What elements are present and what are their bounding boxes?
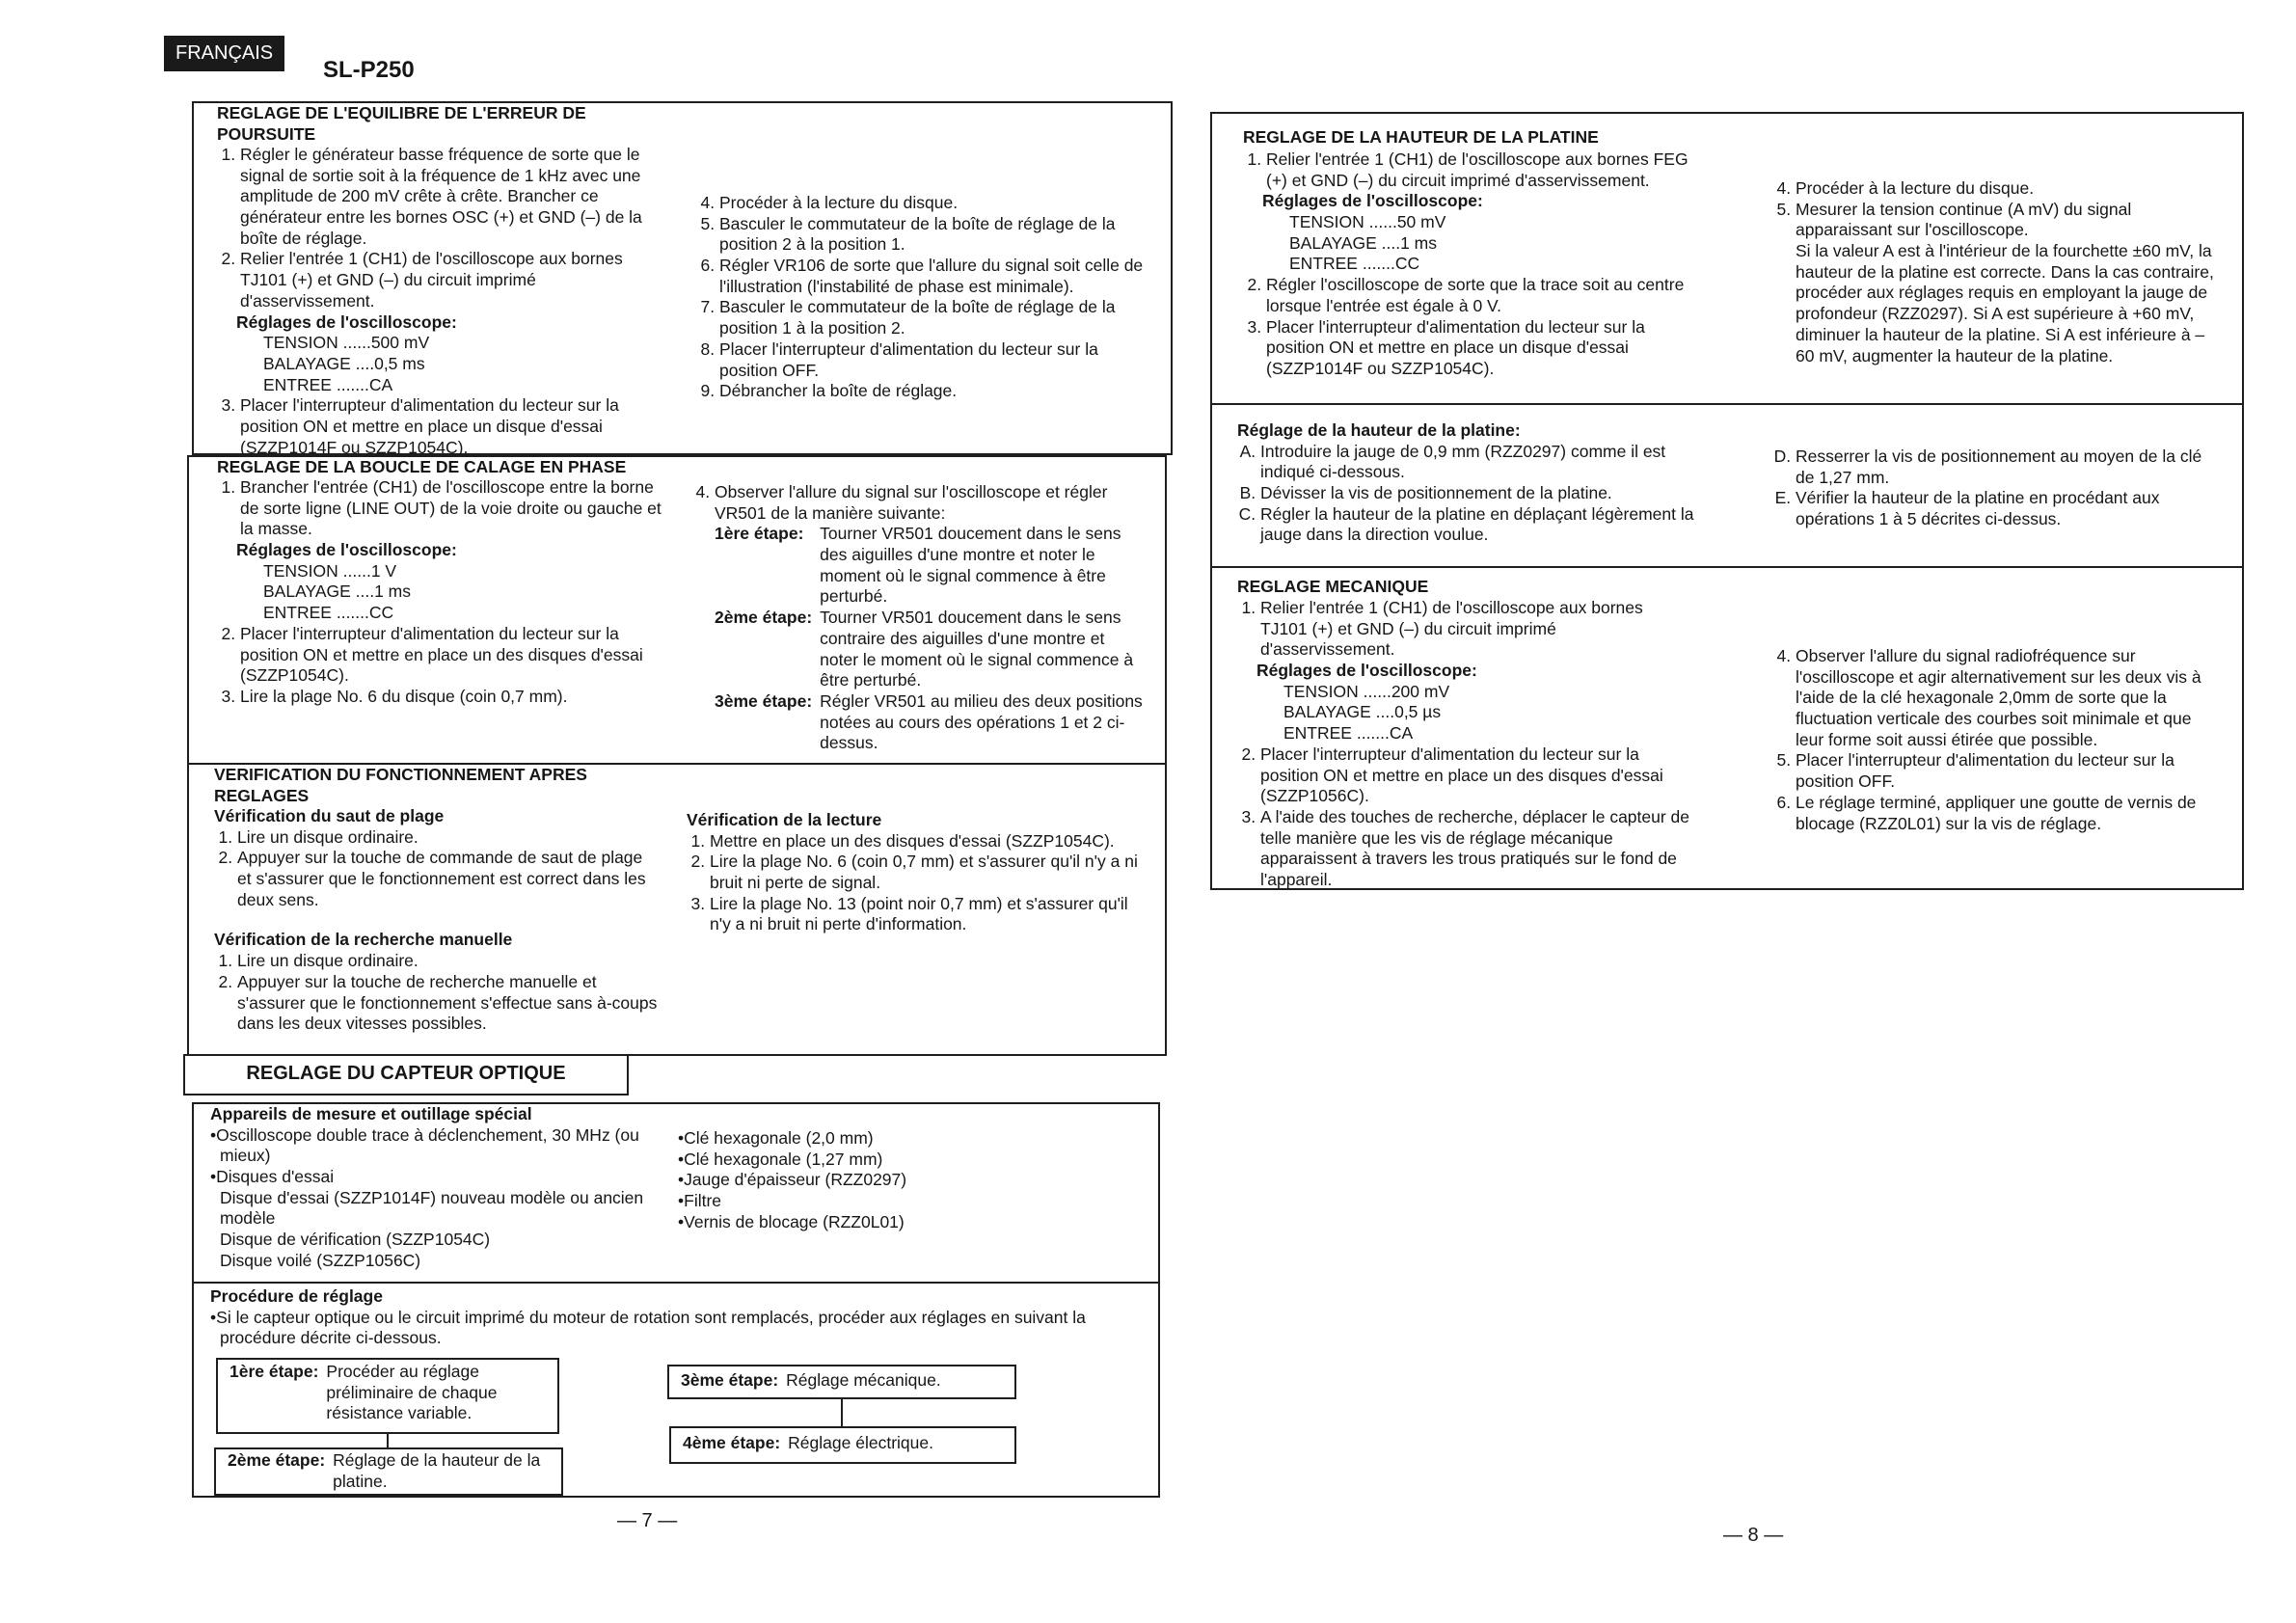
verif-right-column [687,810,1140,935]
equilibre-step-7: 7. Basculer le commutateur de la boîte de réglage de la position 1 à la position 2. [719,297,1149,338]
equilibre-osc-entree: ENTREE .......CA [263,374,393,394]
hauteur-step-2: 2. Régler l'oscilloscope de sorte que la trace soit au centre lorsque l'entrée est égale à 0 V. [1266,275,1691,316]
flow-step-4-label: 4ème étape: [683,1433,781,1452]
equilibre-step-4: 4. Procéder à la lecture du disque. [719,193,1149,214]
flow-step-2-text: Réglage de la hauteur de la platine. [333,1450,541,1491]
hauteur-step-1: 1. Relier l'entrée 1 (CH1) de l'oscilloscope aux bornes FEG (+) et GND (–) du circuit imprimé d'asservissement. [1266,149,1691,191]
capteur-app-disques: • Disques d'essai [210,1167,673,1188]
platine-left-column [1237,420,1695,546]
hauteur-osc-tension: TENSION ......50 mV [1289,212,1446,232]
boucle-osc-balayage: BALAYAGE ....1 ms [263,582,412,602]
boucle-step-3: 3. Lire la plage No. 6 du disque (coin 0,7 mm). [240,687,670,708]
capteur-procedure [210,1286,1136,1349]
page-number-right: — 8 — [1723,1525,1784,1546]
language-tag: FRANÇAIS [164,36,284,71]
meca-right-column [1772,646,2221,834]
capteur-app-cle-127mm: • Clé hexagonale (1,27 mm) [678,1150,1083,1171]
meca-step-4: 4. Observer l'allure du signal radiofréquence sur l'oscilloscope et agir alternativement sur les deux vis à l'aide de la clé hexagonale 2,0mm de sorte que la fluctuation verticale des courbes soit minimale et que leur forme soit aussi étirée que possible. [1796,646,2221,750]
boucle-right-column [691,482,1145,754]
hauteur-title: REGLAGE DE LA HAUTEUR DE LA PLATINE [1243,127,1599,147]
capteur-app-filtre: • Filtre [678,1191,1083,1212]
equilibre-step-3: 3. Placer l'interrupteur d'alimentation du lecteur sur la position ON et mettre en place un disque d'essai (SZZP1014F ou SZZP1054C). [240,395,670,458]
verif-recherche-step-1: 1. Lire un disque ordinaire. [237,951,658,972]
capteur-app-oscilloscope: • Oscilloscope double trace à déclenchement, 30 MHz (ou mieux) [210,1125,673,1167]
boucle-etape-3-label: 3ème étape: [715,690,813,711]
equilibre-osc-title: Réglages de l'oscilloscope: [236,311,457,332]
boucle-title: REGLAGE DE LA BOUCLE DE CALAGE EN PHASE [217,457,627,476]
model-number: SL-P250 [323,57,415,83]
boucle-etape-1-label: 1ère étape: [715,524,804,544]
meca-osc-balayage: BALAYAGE ....0,5 µs [1283,702,1442,722]
meca-step-2: 2. Placer l'interrupteur d'alimentation du lecteur sur la position ON et mettre en place un des disques d'essai (SZZP1056C). [1260,744,1690,807]
meca-osc-title: Réglages de l'oscilloscope: [1256,661,1477,681]
equilibre-title: REGLAGE DE L'EQUILIBRE DE L'ERREUR DE POURSUITE [217,103,586,144]
capteur-disque-voile: Disque voilé (SZZP1056C) [220,1250,421,1270]
flow-connector-3-4 [841,1399,843,1426]
flow-step-2 [228,1450,555,1492]
verif-left-column [214,806,658,1035]
flow-step-1 [230,1362,548,1424]
platine-step-c: C. Régler la hauteur de la platine en déplaçant légèrement la jauge dans la direction voulue. [1260,504,1695,546]
hauteur-right-column [1772,178,2221,366]
boucle-step-4: 4. Observer l'allure du signal sur l'oscilloscope et régler VR501 de la manière suivante: [715,482,1145,524]
meca-step-6: 6. Le réglage terminé, appliquer une goutte de vernis de blocage (RZZ0L01) sur la vis de réglage. [1796,793,2221,834]
page-number-left: — 7 — [617,1510,678,1531]
meca-step-3: 3. A l'aide des touches de recherche, déplacer le capteur de telle manière que les vis de réglage mécanique apparaissent à travers les trous pratiqués sur le fond de l'appareil. [1260,807,1690,891]
verif-lecture-title: Vérification de la lecture [687,810,882,829]
equilibre-step-2: 2. Relier l'entrée 1 (CH1) de l'oscilloscope aux bornes TJ101 (+) et GND (–) du circuit imprimé d'asservissement. [240,249,670,311]
equilibre-left-column [217,145,670,458]
boucle-osc-entree: ENTREE .......CC [263,603,394,623]
verif-saut-title: Vérification du saut de plage [214,806,445,825]
platine-title: Réglage de la hauteur de la platine: [1237,420,1521,440]
capteur-app-right [678,1128,1083,1232]
meca-left-column [1237,598,1690,891]
flow-step-4 [683,1433,1011,1454]
flow-step-3-text: Réglage mécanique. [786,1370,941,1390]
verif-recherche-step-2: 2. Appuyer sur la touche de recherche manuelle et s'assurer que le fonctionnement s'effectue sans à-coups dans les deux vitesses possibles. [237,972,658,1035]
verif-saut-step-1: 1. Lire un disque ordinaire. [237,827,658,849]
equilibre-osc-tension: TENSION ......500 mV [263,333,430,353]
verif-lecture-step-3: 3. Lire la plage No. 13 (point noir 0,7 mm) et s'assurer qu'il n'y a ni bruit ni perte d'information. [710,894,1140,935]
hauteur-step-3: 3. Placer l'interrupteur d'alimentation du lecteur sur la position ON et mettre en place un disque d'essai (SZZP1014F ou SZZP1054C). [1266,317,1691,380]
hauteur-left-column [1243,149,1691,380]
platine-step-d: D. Resserrer la vis de positionnement au moyen de la clé de 1,27 mm. [1796,446,2221,488]
flow-connector-1-2 [387,1434,389,1447]
capteur-title: REGLAGE DU CAPTEUR OPTIQUE [246,1063,566,1084]
flow-step-1-text: Procéder au réglage préliminaire de chaque résistance variable. [326,1362,498,1423]
boucle-left-column [217,477,670,708]
platine-divider [1210,566,2244,568]
platine-step-a: A. Introduire la jauge de 0,9 mm (RZZ0297) comme il est indiqué ci-dessous. [1260,442,1695,483]
capteur-procedure-text: • Si le capteur optique ou le circuit imprimé du moteur de rotation sont remplacés, procéder aux réglages en suivant la procédure décrite ci-dessous. [210,1308,1136,1349]
meca-step-1: 1. Relier l'entrée 1 (CH1) de l'oscilloscope aux bornes TJ101 (+) et GND (–) du circuit imprimé d'asservissement. [1260,598,1690,661]
hauteur-step-5: 5. Mesurer la tension continue (A mV) du signal apparaissant sur l'oscilloscope. [1796,200,2221,241]
capteur-procedure-title: Procédure de réglage [210,1286,383,1306]
meca-osc-entree: ENTREE .......CA [1283,723,1414,744]
equilibre-step-5: 5. Basculer le commutateur de la boîte de réglage de la position 2 à la position 1. [719,214,1149,256]
equilibre-step-6: 6. Régler VR106 de sorte que l'allure du signal soit celle de l'illustration (l'instabilité de phase est minimale). [719,256,1149,297]
platine-step-b: B. Dévisser la vis de positionnement de la platine. [1260,483,1695,504]
hauteur-step-4: 4. Procéder à la lecture du disque. [1796,178,2221,200]
flow-step-2-label: 2ème étape: [228,1450,326,1470]
boucle-etape-1: Tourner VR501 doucement dans le sens des aiguilles d'une montre et noter le moment où le signal commence à être perturbé. [820,524,1121,607]
boucle-etape-2: Tourner VR501 doucement dans le sens contraire des aiguilles d'une montre et noter le moment où le signal commence à être perturbé. [820,608,1134,690]
equilibre-step-9: 9. Débrancher la boîte de réglage. [719,381,1149,402]
verif-lecture-step-1: 1. Mettre en place un des disques d'essai (SZZP1054C). [710,831,1140,852]
boucle-etape-3: Régler VR501 au milieu des deux positions notées au cours des opérations 1 et 2 ci-dessus. [820,690,1143,753]
hauteur-osc-balayage: BALAYAGE ....1 ms [1289,232,1438,253]
capteur-app-title: Appareils de mesure et outillage spécial [210,1104,532,1123]
hauteur-step-5-detail: Si la valeur A est à l'intérieur de la fourchette ±60 mV, la hauteur de la platine est correcte. Dans la cas contraire, procéder aux réglages requis en employant la jauge de profondeur (RZZ0297). Si A est supérieure à +60 mV, diminuer la hauteur de la platine. Si A est inférieure à –60 mV, augmenter la hauteur de la platine. [1796,241,2214,365]
verif-lecture-step-2: 2. Lire la plage No. 6 (coin 0,7 mm) et s'assurer qu'il n'y a ni bruit ni perte de signal. [710,852,1140,893]
boucle-etape-2-label: 2ème étape: [715,608,813,628]
boucle-osc-title: Réglages de l'oscilloscope: [236,540,457,560]
meca-step-5: 5. Placer l'interrupteur d'alimentation du lecteur sur la position OFF. [1796,750,2221,792]
flow-step-3-label: 3ème étape: [681,1370,779,1390]
equilibre-step-1: 1. Régler le générateur basse fréquence de sorte que le signal de sortie soit à la fréquence de 1 kHz avec une amplitude de 200 mV crête à crête. Brancher ce générateur entre les bornes OSC (+) et GND (–) de la boîte de réglage. [240,145,670,249]
capteur-divider [192,1282,1160,1284]
verif-saut-step-2: 2. Appuyer sur la touche de commande de saut de plage et s'assurer que le fonctionnement est correct dans les deux sens. [237,848,658,910]
hauteur-osc-entree: ENTREE .......CC [1289,254,1420,274]
capteur-app-left [210,1104,673,1272]
boucle-osc-tension: TENSION ......1 V [263,560,397,581]
boucle-step-2: 2. Placer l'interrupteur d'alimentation du lecteur sur la position ON et mettre en place un des disques d'essai (SZZP1054C). [240,624,670,687]
boucle-step-1: 1. Brancher l'entrée (CH1) de l'oscilloscope entre la borne de sorte ligne (LINE OUT) de la voie droite ou gauche et la masse. [240,477,670,540]
equilibre-osc-balayage: BALAYAGE ....0,5 ms [263,353,425,373]
flow-step-3 [681,1370,1009,1392]
capteur-disque-verification: Disque de vérification (SZZP1054C) [220,1230,491,1250]
equilibre-right-column [696,193,1149,402]
verif-recherche-title: Vérification de la recherche manuelle [214,930,513,950]
platine-right-column [1772,446,2221,530]
flow-step-1-label: 1ère étape: [230,1362,319,1381]
hauteur-divider [1210,403,2244,405]
verif-title: VERIFICATION DU FONCTIONNEMENT APRES REGLAGES [214,765,587,805]
capteur-app-vernis: • Vernis de blocage (RZZ0L01) [678,1212,1083,1233]
meca-title: REGLAGE MECANIQUE [1237,577,1429,596]
meca-osc-tension: TENSION ......200 mV [1283,681,1450,701]
hauteur-osc-title: Réglages de l'oscilloscope: [1262,191,1483,211]
equilibre-step-8: 8. Placer l'interrupteur d'alimentation du lecteur sur la position OFF. [719,339,1149,381]
capteur-app-jauge: • Jauge d'épaisseur (RZZ0297) [678,1170,1083,1191]
capteur-disque-essai: Disque d'essai (SZZP1014F) nouveau modèle ou ancien modèle [220,1187,644,1229]
flow-step-4-text: Réglage électrique. [788,1433,933,1452]
platine-step-e: E. Vérifier la hauteur de la platine en procédant aux opérations 1 à 5 décrites ci-dessus. [1796,488,2221,529]
capteur-app-cle-2mm: • Clé hexagonale (2,0 mm) [678,1128,1083,1150]
